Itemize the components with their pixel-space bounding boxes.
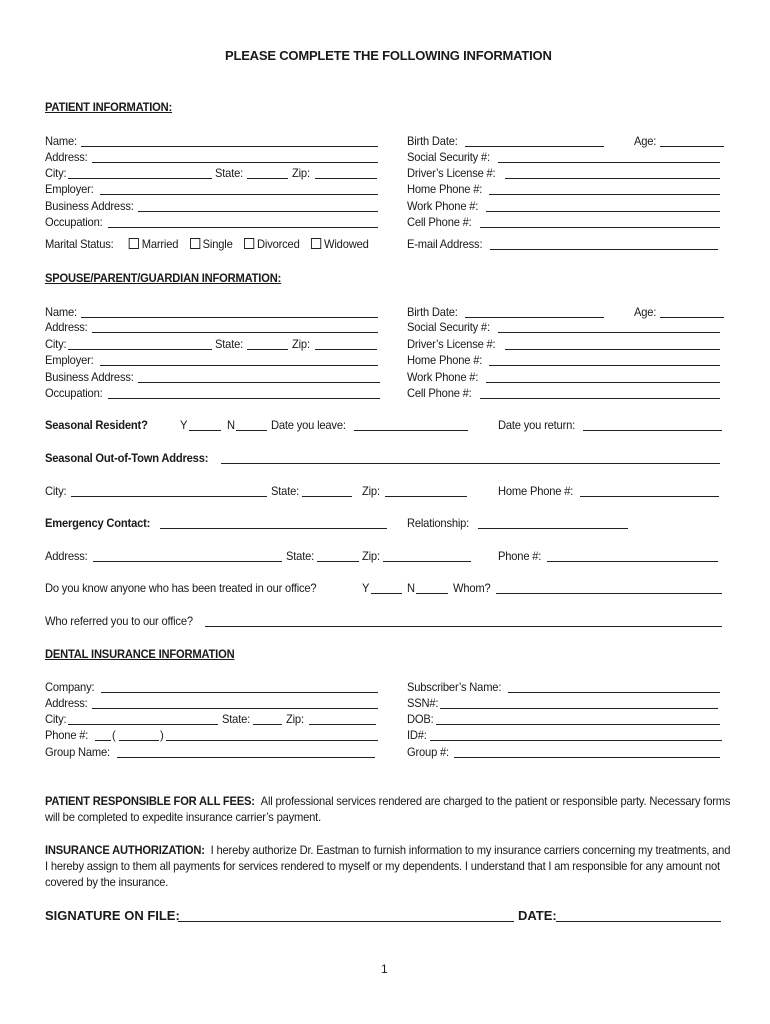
insurance-phone-area-prefix <box>95 740 111 741</box>
spouse-cell-phone-field[interactable] <box>480 398 720 399</box>
patient-zip-label: Zip: <box>292 166 310 180</box>
insurance-ssn-label: SSN#: <box>407 696 439 710</box>
patient-work-phone-label: Work Phone #: <box>407 199 479 213</box>
patient-occupation-label: Occupation: <box>45 215 103 229</box>
dob-field[interactable] <box>436 724 720 725</box>
subscriber-field[interactable] <box>508 692 720 693</box>
spouse-heading: SPOUSE/PARENT/GUARDIAN INFORMATION: <box>45 271 282 285</box>
seasonal-city-label: City: <box>45 484 67 498</box>
seasonal-home-phone-field[interactable] <box>580 496 719 497</box>
married-label: Married <box>141 237 179 251</box>
fees-paragraph <box>45 793 735 825</box>
spouse-work-phone-label: Work Phone #: <box>407 370 479 384</box>
known-n-field[interactable] <box>416 593 448 594</box>
patient-city-label: City: <box>45 166 67 180</box>
spouse-address-label: Address: <box>45 320 88 334</box>
spouse-name-label: Name: <box>45 305 77 319</box>
spouse-license-field[interactable] <box>505 349 720 350</box>
spouse-ssn-label: Social Security #: <box>407 320 490 334</box>
insurance-phone-field[interactable] <box>166 740 378 741</box>
date-leave-label: Date you leave: <box>271 418 346 432</box>
known-y-label: Y <box>362 581 370 595</box>
insurance-phone-paren-close: ) <box>160 728 164 742</box>
spouse-business-address-label: Business Address: <box>45 370 134 384</box>
widowed-label: Widowed <box>324 237 369 251</box>
emergency-state-field[interactable] <box>317 561 359 562</box>
group-number-label: Group #: <box>407 745 449 759</box>
emergency-zip-label: Zip: <box>362 549 380 563</box>
patient-cell-phone-field[interactable] <box>480 227 720 228</box>
authorization-text: I hereby authorize Dr. Eastman to furnish information to my insurance carriers concerning my treatments, and I hereby assign to them all payments for services rendered to myself or my dependents. I understand that I am responsible for any amount not covered by the insurance. <box>45 843 731 889</box>
page-title: PLEASE COMPLETE THE FOLLOWING INFORMATION <box>225 48 552 63</box>
emergency-phone-label: Phone #: <box>498 549 542 563</box>
emergency-zip-field[interactable] <box>383 561 471 562</box>
authorization-paragraph <box>45 842 735 890</box>
date-return-label: Date you return: <box>498 418 576 432</box>
spouse-occupation-field[interactable] <box>108 398 380 399</box>
spouse-business-address-field[interactable] <box>138 382 380 383</box>
seasonal-y-label: Y <box>180 418 188 432</box>
patient-license-field[interactable] <box>505 178 720 179</box>
emergency-contact-label: Emergency Contact: <box>45 516 151 530</box>
seasonal-address-label: Seasonal Out-of-Town Address: <box>45 451 209 465</box>
spouse-age-label: Age: <box>634 305 657 319</box>
marital-status-row <box>45 237 369 251</box>
spouse-license-label: Driver’s License #: <box>407 337 496 351</box>
patient-home-phone-field[interactable] <box>489 194 720 195</box>
patient-age-field[interactable] <box>660 146 724 147</box>
patient-occupation-field[interactable] <box>108 227 378 228</box>
patient-email-field[interactable] <box>490 249 718 250</box>
fees-text: All professional services rendered are charged to the patient or responsible party. Necessary forms will be completed to expedite insurance carrier’s payment. <box>45 794 731 824</box>
spouse-city-label: City: <box>45 337 67 351</box>
patient-business-address-field[interactable] <box>138 211 378 212</box>
divorced-checkbox[interactable] <box>244 238 254 249</box>
single-checkbox[interactable] <box>190 238 200 249</box>
patient-employer-label: Employer: <box>45 182 94 196</box>
date-label: DATE: <box>518 908 557 923</box>
seasonal-state-field[interactable] <box>302 496 352 497</box>
widowed-checkbox[interactable] <box>311 238 321 249</box>
patient-zip-field[interactable] <box>315 178 377 179</box>
insurance-company-field[interactable] <box>101 692 378 693</box>
insurance-city-field[interactable] <box>68 724 218 725</box>
patient-cell-phone-label: Cell Phone #: <box>407 215 472 229</box>
seasonal-resident-label: Seasonal Resident? <box>45 418 148 432</box>
patient-ssn-field[interactable] <box>498 162 720 163</box>
patient-name-label: Name: <box>45 134 77 148</box>
dob-label: DOB: <box>407 712 434 726</box>
authorization-label: INSURANCE AUTHORIZATION: <box>45 843 205 857</box>
spouse-state-field[interactable] <box>247 349 288 350</box>
emergency-address-field[interactable] <box>93 561 282 562</box>
spouse-address-field[interactable] <box>92 332 378 333</box>
group-number-field[interactable] <box>454 757 720 758</box>
group-name-field[interactable] <box>117 757 375 758</box>
patient-license-label: Driver’s License #: <box>407 166 496 180</box>
divorced-label: Divorced <box>257 237 300 251</box>
seasonal-zip-label: Zip: <box>362 484 380 498</box>
marital-status-label: Marital Status: <box>45 237 114 251</box>
patient-email-label: E-mail Address: <box>407 237 483 251</box>
seasonal-city-field[interactable] <box>71 496 267 497</box>
insurance-phone-label: Phone #: <box>45 728 89 742</box>
seasonal-n-label: N <box>227 418 235 432</box>
seasonal-home-phone-label: Home Phone #: <box>498 484 574 498</box>
emergency-state-label: State: <box>286 549 315 563</box>
subscriber-label: Subscriber’s Name: <box>407 680 502 694</box>
insurance-address-field[interactable] <box>92 708 378 709</box>
seasonal-y-field[interactable] <box>189 430 221 431</box>
page-number: 1 <box>381 962 388 976</box>
emergency-contact-field[interactable] <box>160 528 387 529</box>
seasonal-address-field[interactable] <box>221 463 720 464</box>
spouse-birth-date-label: Birth Date: <box>407 305 458 319</box>
patient-birth-date-label: Birth Date: <box>407 134 458 148</box>
group-name-label: Group Name: <box>45 745 110 759</box>
patient-work-phone-field[interactable] <box>486 211 720 212</box>
spouse-name-field[interactable] <box>81 317 378 318</box>
id-field[interactable] <box>430 740 722 741</box>
patient-ssn-label: Social Security #: <box>407 150 490 164</box>
seasonal-n-field[interactable] <box>236 430 267 431</box>
patient-state-label: State: <box>215 166 244 180</box>
insurance-company-label: Company: <box>45 680 95 694</box>
whom-field[interactable] <box>496 593 722 594</box>
patient-employer-field[interactable] <box>100 194 378 195</box>
referred-by-label: Who referred you to our office? <box>45 614 193 628</box>
insurance-phone-paren-open: ( <box>112 728 116 742</box>
spouse-zip-field[interactable] <box>315 349 377 350</box>
patient-home-phone-label: Home Phone #: <box>407 182 483 196</box>
id-label: ID#: <box>407 728 427 742</box>
insurance-state-label: State: <box>222 712 251 726</box>
seasonal-zip-field[interactable] <box>385 496 467 497</box>
spouse-work-phone-field[interactable] <box>486 382 720 383</box>
insurance-zip-label: Zip: <box>286 712 304 726</box>
referred-by-field[interactable] <box>205 626 722 627</box>
patient-business-address-label: Business Address: <box>45 199 134 213</box>
spouse-home-phone-field[interactable] <box>489 365 720 366</box>
insurance-state-field[interactable] <box>253 724 282 725</box>
known-y-field[interactable] <box>371 593 402 594</box>
patient-age-label: Age: <box>634 134 657 148</box>
patient-heading: PATIENT INFORMATION: <box>45 100 173 114</box>
patient-city-field[interactable] <box>68 178 212 179</box>
spouse-city-field[interactable] <box>68 349 212 350</box>
spouse-birth-date-field[interactable] <box>465 317 604 318</box>
patient-address-label: Address: <box>45 150 88 164</box>
relationship-field[interactable] <box>478 528 628 529</box>
relationship-label: Relationship: <box>407 516 470 530</box>
date-leave-field[interactable] <box>354 430 468 431</box>
insurance-city-label: City: <box>45 712 67 726</box>
patient-address-field[interactable] <box>92 162 378 163</box>
spouse-zip-label: Zip: <box>292 337 310 351</box>
signature-field[interactable] <box>178 921 514 922</box>
insurance-phone-area-field[interactable] <box>119 740 159 741</box>
spouse-state-label: State: <box>215 337 244 351</box>
whom-label: Whom? <box>453 581 491 595</box>
spouse-ssn-field[interactable] <box>498 332 720 333</box>
patient-state-field[interactable] <box>247 178 288 179</box>
known-patient-question: Do you know anyone who has been treated in our office? <box>45 581 317 595</box>
emergency-address-label: Address: <box>45 549 88 563</box>
spouse-home-phone-label: Home Phone #: <box>407 353 483 367</box>
patient-birth-date-field[interactable] <box>465 146 604 147</box>
insurance-heading: DENTAL INSURANCE INFORMATION <box>45 647 235 661</box>
spouse-age-field[interactable] <box>660 317 724 318</box>
spouse-employer-label: Employer: <box>45 353 94 367</box>
fees-label: PATIENT RESPONSIBLE FOR ALL FEES: <box>45 794 255 808</box>
date-field[interactable] <box>556 921 721 922</box>
spouse-occupation-label: Occupation: <box>45 386 103 400</box>
insurance-ssn-field[interactable] <box>440 708 718 709</box>
insurance-zip-field[interactable] <box>309 724 376 725</box>
signature-label: SIGNATURE ON FILE: <box>45 908 180 923</box>
spouse-cell-phone-label: Cell Phone #: <box>407 386 472 400</box>
emergency-phone-field[interactable] <box>547 561 718 562</box>
date-return-field[interactable] <box>583 430 722 431</box>
insurance-address-label: Address: <box>45 696 88 710</box>
single-label: Single <box>202 237 233 251</box>
married-checkbox[interactable] <box>129 238 139 249</box>
patient-name-field[interactable] <box>81 146 378 147</box>
seasonal-state-label: State: <box>271 484 300 498</box>
spouse-employer-field[interactable] <box>100 365 378 366</box>
known-n-label: N <box>407 581 415 595</box>
